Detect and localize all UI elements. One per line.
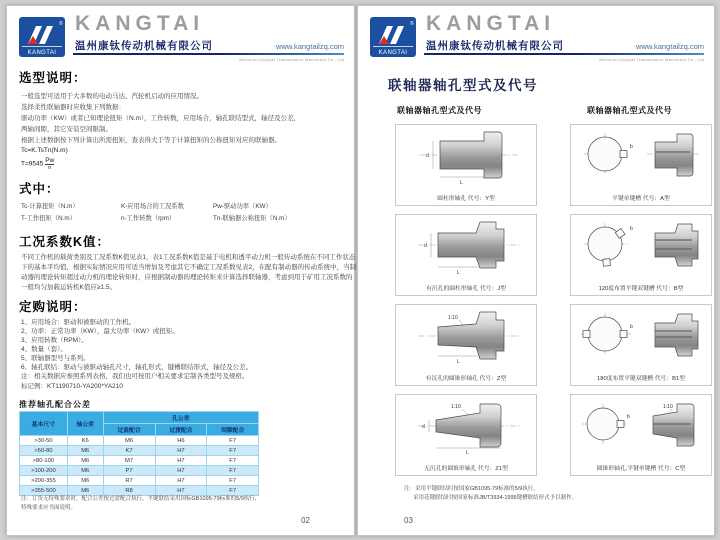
diagram-caption: 无沉孔的圆锥形轴孔 代号：Z1型 bbox=[424, 466, 508, 472]
column-header-left: 联轴器轴孔型式及代号 bbox=[397, 106, 482, 115]
dim-label: b bbox=[627, 414, 630, 420]
table-row bbox=[20, 466, 259, 476]
selection-line: 驱动功率（KW）或者已知理论扭矩（N.m），工作转数，应用场合，轴孔联结型式，轴径及公差， bbox=[21, 115, 301, 122]
cell: >30-50 bbox=[20, 436, 68, 446]
cell: M6 bbox=[67, 476, 103, 486]
table-footnote: 注：订货无特殊要求时，配合公差按过盈配合执行，平键联结采用国标GB1095-79标准的5/9执行， bbox=[21, 496, 261, 502]
section-title-kfactor: 工况系数K值： bbox=[19, 235, 111, 249]
cell: P7 bbox=[103, 466, 155, 476]
cell: H7 bbox=[155, 486, 207, 496]
cell: H6 bbox=[155, 436, 207, 446]
cell: H7 bbox=[155, 466, 207, 476]
cell: M6 bbox=[67, 466, 103, 476]
fit-table-title: 推荐轴孔配合公差 bbox=[19, 400, 91, 409]
selection-line: 选择柔性联轴器时应收集下列数据： bbox=[21, 104, 125, 111]
ordering-item: 1、应用场合：驱动和被驱动的工作机。 bbox=[21, 319, 136, 326]
company-name: 温州康钛传动机械有限公司 bbox=[75, 40, 213, 52]
cell: R7 bbox=[103, 476, 155, 486]
selection-line: 根据上述数据按下列计算出所需扭矩，查表得大于等于计算扭矩的公称扭矩对应的联轴器。 bbox=[21, 137, 281, 144]
page-left bbox=[6, 5, 355, 536]
diagram-caption: 180度布置平键双键槽 代号：B1型 bbox=[597, 376, 685, 382]
selection-line: 一般选型可适用于大多数的电动马达、汽轮机启动的应用情况。 bbox=[21, 93, 203, 100]
section-title-ordering: 定购说明： bbox=[19, 300, 87, 314]
section-title-selection: 选型说明： bbox=[19, 71, 87, 85]
cell: M6 bbox=[67, 486, 103, 496]
diagram-caption: 平键单键槽 代号：A型 bbox=[612, 196, 670, 202]
col-header-shaft-tol: 轴公差 bbox=[67, 412, 103, 436]
term: T-工作扭矩（N.m） bbox=[21, 215, 76, 222]
cell: F7 bbox=[207, 456, 259, 466]
diagram-z1-type bbox=[395, 394, 537, 476]
cell: F7 bbox=[207, 476, 259, 486]
diagram-caption: 有沉孔的圆锥形轴孔 代号：Z型 bbox=[425, 376, 507, 382]
term: n-工作转数（rpm） bbox=[121, 215, 176, 222]
cell: F7 bbox=[207, 466, 259, 476]
header-tagline: Wenzhou Kangtai Transmission Machinery Co., Ltd bbox=[239, 57, 344, 62]
dim-label: L bbox=[466, 450, 469, 456]
diagram-b1-type bbox=[570, 304, 712, 386]
diagram-caption: 120度布置平键双键槽 代号：B型 bbox=[598, 286, 684, 292]
sub-header: 间隙配合 bbox=[207, 424, 259, 436]
brand-wordmark: KANGTAI bbox=[75, 12, 205, 35]
col-header-hole-tol: 孔公差 bbox=[103, 412, 258, 424]
formula-tc: Tc=K.TsTn(N.m) bbox=[21, 147, 68, 154]
header-tagline: Wenzhou Kangtai Transmission Machinery Co., Ltd bbox=[599, 57, 704, 62]
cell: F7 bbox=[207, 486, 259, 496]
ordering-item: 2、功率：正常功率（KW），最大功率（KW）或扭矩。 bbox=[21, 328, 179, 335]
taper-label: 1:10 bbox=[448, 315, 458, 321]
formula-denominator: n bbox=[45, 164, 54, 171]
formula-t bbox=[21, 157, 54, 171]
company-name: 温州康钛传动机械有限公司 bbox=[426, 40, 564, 52]
term: K-应用场合的工况系数 bbox=[121, 203, 184, 210]
kfactor-line: 不同工作机的载荷类别及工况系数K值见表1，表1工况系数K值是基于电机和透平动力机一般传动系统在不同工作状态 bbox=[21, 254, 356, 261]
cell: K7 bbox=[103, 446, 155, 456]
registered-mark: ® bbox=[410, 21, 414, 27]
ordering-example: 标记例：KT1190710-YA200*YA210 bbox=[21, 383, 123, 390]
dim-label: d bbox=[426, 153, 429, 159]
header-rule bbox=[424, 53, 704, 55]
cell: H7 bbox=[155, 456, 207, 466]
diagram-b-type bbox=[570, 214, 712, 296]
ordering-note: 注：相关数据应参照系列表格，我们也可按用户相关要求定制各类型号及规格。 bbox=[21, 373, 249, 380]
section-title-terms: 式中： bbox=[19, 182, 60, 196]
table-row bbox=[20, 446, 259, 456]
page-title: 联轴器轴孔型式及代号 bbox=[388, 78, 538, 93]
cell: H7 bbox=[155, 476, 207, 486]
dim-label: L bbox=[457, 270, 460, 276]
header-rule bbox=[73, 53, 344, 55]
dim-label: d bbox=[422, 424, 425, 430]
kfactor-line: 动器的理论转矩超过动力机的理论转矩时，应根据制动器的理论转矩来计算选择联轴器，考虑到用于矿用工况系数的 bbox=[21, 274, 353, 281]
page-right bbox=[357, 5, 715, 536]
term: Pw-驱动功率（KW） bbox=[213, 203, 272, 210]
dim-label: d bbox=[424, 243, 427, 249]
cell: >100-200 bbox=[20, 466, 68, 476]
kangtai-logo-icon bbox=[370, 17, 416, 57]
brand-wordmark: KANGTAI bbox=[426, 12, 556, 35]
table-row bbox=[20, 476, 259, 486]
cell: M7 bbox=[103, 456, 155, 466]
diagram-caption: 有沉孔的圆柱形轴孔 代号：J型 bbox=[426, 286, 506, 292]
ordering-item: 6、轴孔联结：驱动与被驱动轴孔尺寸，轴孔形式，键槽联结形式，轴径及公差。 bbox=[21, 364, 253, 371]
taper-label: 1:10 bbox=[663, 404, 673, 410]
kfactor-line: 下的基本平均值，根据实际情况应用可适当增加及考虑其它不确定工况系数见表2，在配有制动器的传动系统中，当制 bbox=[21, 264, 357, 271]
right-page-note: 注：采用平键联结时按国家GB1095-79标准的5/9执行， bbox=[404, 486, 539, 492]
cell: K6 bbox=[67, 436, 103, 446]
formula-numerator: Pw bbox=[45, 157, 55, 164]
ordering-item: 3、应用转数（RPM）。 bbox=[21, 337, 88, 344]
cell: H7 bbox=[155, 446, 207, 456]
dim-label: b bbox=[630, 324, 633, 330]
term: Tc-计算扭矩（N.m） bbox=[21, 203, 79, 210]
right-page-note: 采用花键联结时按国家标准JB/T3934-1995键槽联结形式予以制作。 bbox=[413, 495, 578, 501]
website-link[interactable]: www.kangtailzq.com bbox=[276, 42, 344, 51]
page-number: 02 bbox=[301, 516, 310, 525]
dim-label: L bbox=[460, 180, 463, 186]
logo-text: KANGTAI bbox=[378, 50, 408, 56]
terms-row bbox=[21, 213, 344, 222]
website-link[interactable]: www.kangtailzq.com bbox=[636, 42, 704, 51]
kangtai-logo-icon bbox=[19, 17, 65, 57]
cell: F7 bbox=[207, 446, 259, 456]
diagram-caption: 圆锥形轴孔,平键单键槽 代号：C型 bbox=[596, 466, 686, 472]
formula-t-prefix: T=9545 bbox=[21, 160, 44, 168]
cell: M6 bbox=[67, 446, 103, 456]
diagram-a-type bbox=[570, 124, 712, 206]
cell: >200-355 bbox=[20, 476, 68, 486]
registered-mark: ® bbox=[59, 21, 63, 27]
page-header bbox=[17, 14, 344, 66]
taper-label: 1:10 bbox=[451, 404, 461, 410]
selection-line: 两轴间隙，其它安装空间限制。 bbox=[21, 126, 112, 133]
cell: R8 bbox=[103, 486, 155, 496]
ordering-item: 4、数量（套）。 bbox=[21, 346, 67, 353]
diagram-c-type bbox=[570, 394, 712, 476]
cell: >50-80 bbox=[20, 446, 68, 456]
diagram-caption: 圆柱形轴孔 代号：Y型 bbox=[437, 196, 495, 202]
table-footnote: 特殊要求应书面说明。 bbox=[21, 505, 77, 511]
term: Tn-联轴器公称扭矩（N.m） bbox=[213, 215, 291, 222]
diagram-y-type bbox=[395, 124, 537, 206]
table-row bbox=[20, 456, 259, 466]
logo-text: KANGTAI bbox=[27, 50, 57, 56]
diagram-z-type bbox=[395, 304, 537, 386]
ordering-item: 5、联轴器型号与系列。 bbox=[21, 355, 90, 362]
sub-header: 过渡配合 bbox=[155, 424, 207, 436]
cell: M6 bbox=[103, 436, 155, 446]
cell: >355-500 bbox=[20, 486, 68, 496]
diagram-j-type bbox=[395, 214, 537, 296]
dim-label: L bbox=[457, 359, 460, 365]
kfactor-line: 一般均匀加载运转机K值应≥1.5。 bbox=[21, 284, 116, 291]
fit-tolerance-table bbox=[19, 411, 259, 496]
dim-label: b bbox=[630, 226, 633, 232]
cell: F7 bbox=[207, 436, 259, 446]
column-header-right: 联轴器轴孔型式及代号 bbox=[587, 106, 672, 115]
page-header bbox=[368, 14, 704, 66]
table-row bbox=[20, 436, 259, 446]
page-number: 03 bbox=[404, 516, 413, 525]
terms-row bbox=[21, 201, 344, 210]
col-header-basic-size: 基本尺寸 bbox=[20, 412, 68, 436]
cell: >80-100 bbox=[20, 456, 68, 466]
cell: M6 bbox=[67, 456, 103, 466]
dim-label: b bbox=[630, 144, 633, 150]
sub-header: 过盈配合 bbox=[103, 424, 155, 436]
